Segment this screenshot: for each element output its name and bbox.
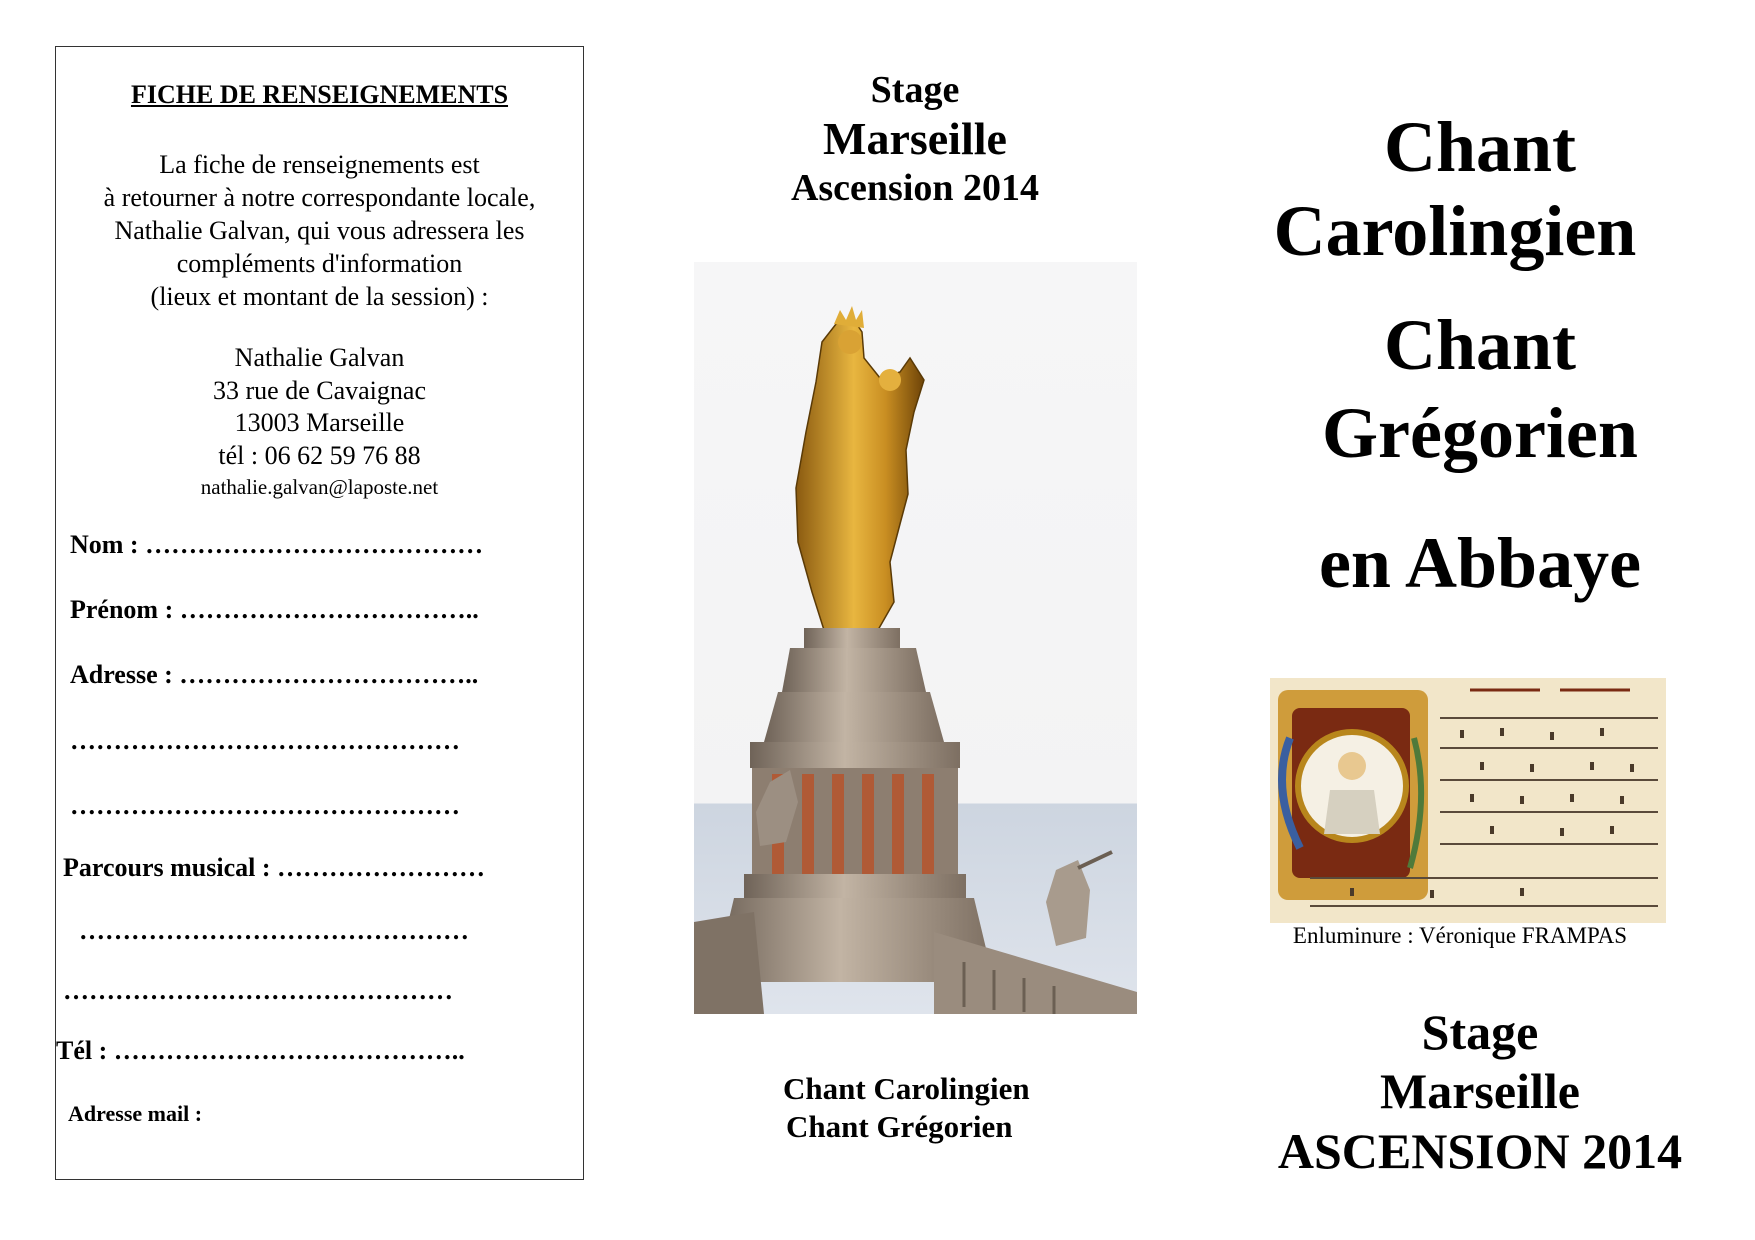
title-chant-1: Chant xyxy=(1383,107,1577,187)
title-en-abbaye: en Abbaye xyxy=(1318,523,1642,603)
stage-footer-city: Marseille xyxy=(1380,1063,1580,1119)
field-parcours-musical[interactable]: Parcours musical : …………………… xyxy=(63,853,485,882)
field-nom[interactable]: Nom : ………………………………… xyxy=(70,530,484,559)
contact-street: 33 rue de Cavaignac xyxy=(213,375,426,405)
field-prenom[interactable]: Prénom : …………………………….. xyxy=(70,595,479,624)
stage-footer-line: Stage xyxy=(1421,1004,1539,1060)
field-parcours-line3[interactable]: ……………………………………… xyxy=(63,976,453,1005)
intro-line: à retourner à notre correspondante locale, xyxy=(103,183,536,212)
statue-photo xyxy=(694,262,1137,1014)
stage-footer-date: ASCENSION 2014 xyxy=(1277,1123,1683,1179)
title-chant-2: Chant xyxy=(1383,305,1577,385)
stage-header xyxy=(700,68,1130,210)
field-adresse-mail[interactable]: Adresse mail : xyxy=(68,1101,203,1126)
field-adresse-line2[interactable]: ……………………………………… xyxy=(70,726,460,755)
field-parcours-line2[interactable]: ……………………………………… xyxy=(79,916,469,945)
field-tel[interactable]: Tél : ………………………………….. xyxy=(56,1036,465,1065)
intro-line: La fiche de renseignements est xyxy=(159,150,480,179)
illumination-image xyxy=(1270,678,1666,923)
contact-city: 13003 Marseille xyxy=(234,408,405,437)
form-title: FICHE DE RENSEIGNEMENTS xyxy=(130,80,509,109)
illuminated-manuscript-illustration xyxy=(1270,678,1666,923)
intro-line: compléments d'information xyxy=(176,249,463,278)
contact-email: nathalie.galvan@laposte.net xyxy=(200,475,439,499)
title-gregorien: Grégorien xyxy=(1322,393,1638,473)
form-intro xyxy=(55,148,584,313)
chant-carolingien-label: Chant Carolingien xyxy=(783,1071,1030,1106)
virgin-statue-illustration xyxy=(694,262,1137,1014)
stage-header-city: Marseille xyxy=(823,113,1007,164)
field-adresse[interactable]: Adresse : …………………………….. xyxy=(70,660,479,689)
illumination-caption: Enluminure : Véronique FRAMPAS xyxy=(1292,923,1628,948)
contact-block xyxy=(55,342,584,502)
field-adresse-line3[interactable]: ……………………………………… xyxy=(70,791,460,820)
intro-line: (lieux et montant de la session) : xyxy=(150,282,489,311)
stage-footer xyxy=(1215,1003,1745,1181)
chant-gregorien-label: Chant Grégorien xyxy=(786,1109,1013,1144)
stage-header-date: Ascension 2014 xyxy=(790,167,1040,209)
contact-phone: tél : 06 62 59 76 88 xyxy=(218,440,421,470)
title-carolingien: Carolingien xyxy=(1273,191,1637,271)
contact-name: Nathalie Galvan xyxy=(234,343,405,372)
stage-header-line: Stage xyxy=(870,69,960,111)
intro-line: Nathalie Galvan, qui vous adressera les xyxy=(114,216,525,245)
